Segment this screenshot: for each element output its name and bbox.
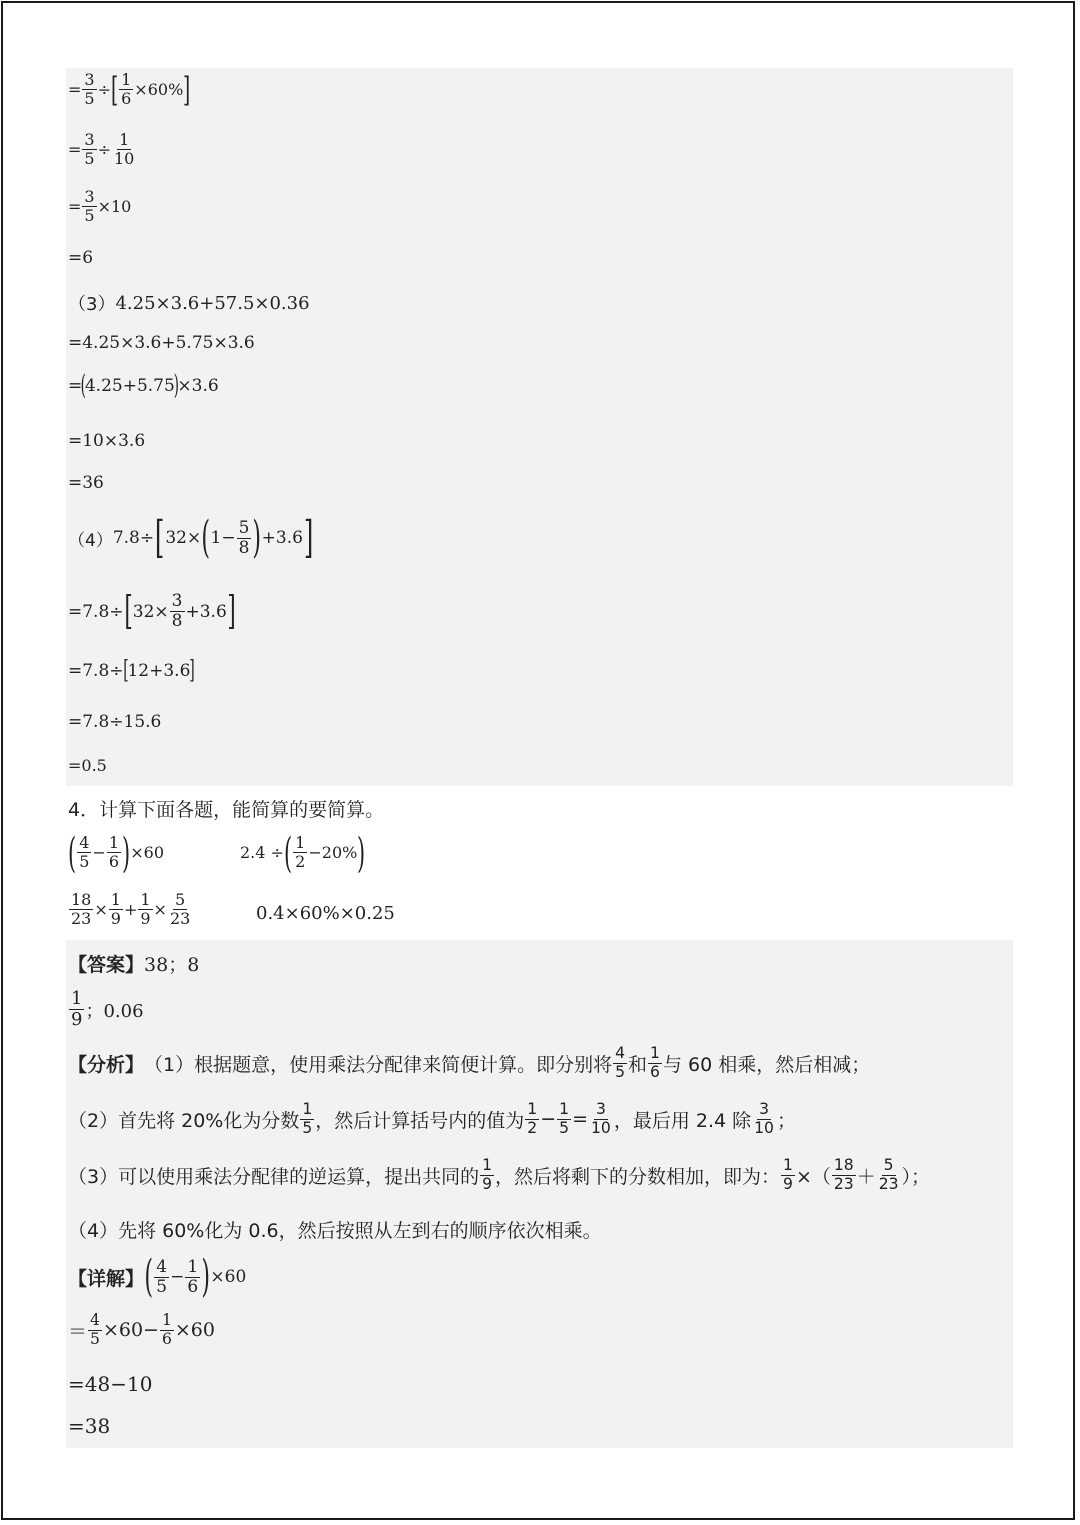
question-expr-4: 0.4×60%×0.25 bbox=[256, 903, 395, 924]
fraction: 4 5 bbox=[79, 833, 90, 872]
analysis-text: ，然后计算括号内的值为 bbox=[315, 1109, 525, 1132]
expr-text: ×60 bbox=[210, 1267, 247, 1288]
expr-text: ×60 bbox=[130, 843, 165, 863]
right-paren: ) bbox=[173, 370, 179, 401]
left-paren: ( bbox=[68, 828, 77, 877]
fraction: $\frac{1}{6}$ bbox=[187, 1256, 199, 1297]
fraction: $\frac{3}{8}$ bbox=[171, 591, 183, 632]
answer-line bbox=[68, 950, 199, 977]
part-label: （4） bbox=[68, 530, 113, 551]
op: ÷ bbox=[97, 80, 111, 99]
left-bracket: [ bbox=[154, 512, 165, 563]
expr-text: 2.4 ÷ bbox=[240, 843, 284, 863]
right-paren: ) bbox=[252, 512, 262, 563]
fraction: 1 9 bbox=[482, 1156, 493, 1193]
op: − bbox=[92, 843, 106, 863]
op: × bbox=[153, 900, 167, 919]
expr-text: 32× bbox=[165, 528, 202, 549]
question-title: 4．计算下面各题，能简算的要简算。 bbox=[68, 799, 385, 821]
fraction: $\frac{1}{6}$ bbox=[161, 1311, 172, 1348]
fraction: 1 5 bbox=[302, 1100, 313, 1137]
eq-sign: = bbox=[68, 140, 82, 159]
expr-text: 4.25×3.6+57.5×0.36 bbox=[115, 292, 310, 314]
fraction: 4 5 bbox=[615, 1044, 626, 1081]
expr-text: 4.25+5.75 bbox=[84, 375, 175, 396]
detail-step-2: =48−10 bbox=[68, 1372, 153, 1396]
eq-sign: ＝ bbox=[68, 1320, 88, 1343]
expr-text: ×60− bbox=[102, 1319, 159, 1342]
prev-step-1 bbox=[68, 69, 191, 109]
analysis-text: ； bbox=[776, 1109, 796, 1132]
fraction: $\frac{3}{5}$ bbox=[84, 70, 95, 108]
fraction: $\frac{1}{6}$ bbox=[108, 833, 120, 872]
expr-text: =7.8÷ bbox=[68, 601, 124, 622]
prev-step-2 bbox=[68, 132, 137, 167]
part3-step-3: =10×3.6 bbox=[68, 431, 146, 451]
answer-panel bbox=[66, 940, 1013, 1448]
expr-text: 1− bbox=[210, 528, 236, 549]
expr-text: 7.8÷ bbox=[112, 528, 155, 549]
right-paren: ) bbox=[357, 828, 366, 877]
right-bracket: ] bbox=[227, 589, 236, 634]
fraction: $\frac{5}{23}$ bbox=[169, 890, 191, 928]
answer-line-2 bbox=[68, 990, 144, 1029]
fraction: 18 23 bbox=[833, 1156, 854, 1193]
fraction: $\frac{1}{10}$ bbox=[114, 130, 135, 168]
detail-label: 【详解】 bbox=[68, 1267, 145, 1290]
analysis-line-4: （4）先将 60%化为 0.6，然后按照从左到右的顺序依次相乘。 bbox=[68, 1220, 602, 1242]
fraction: 1 2 bbox=[527, 1100, 538, 1137]
prev-step-4: =6 bbox=[68, 248, 94, 268]
analysis-text: ×（ bbox=[795, 1165, 831, 1188]
right-bracket: ] bbox=[189, 655, 196, 685]
prev-step-3 bbox=[68, 189, 131, 224]
analysis-text: （1）根据题意，使用乘法分配律来简便计算。即分别将 bbox=[144, 1053, 613, 1076]
part4-step-2 bbox=[68, 655, 196, 685]
fraction: $\frac{3}{5}$ bbox=[84, 130, 95, 168]
fraction: $\frac{5}{8}$ bbox=[238, 517, 250, 558]
answer-text: 38；8 bbox=[144, 954, 200, 976]
left-paren: ( bbox=[144, 1251, 153, 1302]
detail-step-3: =38 bbox=[68, 1414, 111, 1438]
expr-text: ×60 bbox=[174, 1319, 215, 1342]
right-bracket: ] bbox=[303, 512, 314, 563]
op: ＋ bbox=[856, 1165, 876, 1188]
part3-step-2 bbox=[68, 372, 219, 399]
op: × bbox=[94, 900, 108, 919]
prev-solution-panel bbox=[66, 68, 1013, 786]
fraction: $\frac{1}{9}$ bbox=[140, 890, 151, 928]
part-label: （3） bbox=[68, 294, 116, 315]
part3-step-4: =36 bbox=[68, 473, 104, 493]
analysis-line-3 bbox=[68, 1158, 930, 1192]
op: ÷ bbox=[97, 140, 111, 159]
fraction: 4 5 bbox=[156, 1256, 168, 1297]
answer-text: ；0.06 bbox=[85, 1000, 144, 1022]
eq-sign: = bbox=[68, 80, 82, 99]
fraction: $\frac{1}{5}$ bbox=[559, 1100, 570, 1137]
op: − bbox=[540, 1108, 557, 1131]
fraction: 1 6 bbox=[650, 1044, 660, 1081]
analysis-text: （2）首先将 20%化为分数 bbox=[68, 1109, 300, 1132]
op: = bbox=[572, 1108, 588, 1131]
analysis-label: 【分析】 bbox=[68, 1053, 145, 1076]
part4-step-4: =0.5 bbox=[68, 756, 107, 775]
fraction: 5 23 bbox=[878, 1156, 899, 1193]
left-bracket: [ bbox=[110, 69, 119, 109]
detail-step-1 bbox=[68, 1313, 215, 1347]
fraction: $\frac{1}{9}$ bbox=[110, 890, 121, 928]
analysis-text: ，然后将剩下的分数相加，即为： bbox=[495, 1165, 781, 1188]
part3-problem bbox=[68, 290, 310, 316]
left-paren: ( bbox=[283, 828, 293, 877]
expr-text: −20% bbox=[308, 843, 358, 863]
eq-sign: = bbox=[68, 197, 82, 216]
left-paren: ( bbox=[201, 512, 211, 563]
analysis-text: （3）可以使用乘法分配律的逆运算，提出共同的 bbox=[68, 1165, 480, 1188]
fraction: 1 9 bbox=[71, 988, 83, 1030]
left-bracket: [ bbox=[123, 589, 133, 634]
part4-step-1 bbox=[68, 589, 236, 634]
fraction: $\frac{1}{6}$ bbox=[121, 70, 132, 108]
part4-step-3: =7.8÷15.6 bbox=[68, 712, 162, 732]
analysis-line-1 bbox=[68, 1046, 870, 1080]
fraction: 3 10 bbox=[754, 1100, 774, 1137]
analysis-line-2 bbox=[68, 1102, 796, 1136]
expr-text: ×60% bbox=[134, 80, 184, 99]
expr-text: ×10 bbox=[97, 197, 132, 216]
fraction: $\frac{1}{9}$ bbox=[783, 1156, 793, 1193]
question-expr-1 bbox=[68, 828, 165, 877]
eq-sign: = bbox=[68, 375, 83, 396]
left-paren: ( bbox=[80, 370, 87, 401]
part4-problem bbox=[68, 512, 314, 563]
fraction: $\frac{4}{5}$ bbox=[90, 1311, 100, 1348]
part3-step-1: =4.25×3.6+5.75×3.6 bbox=[68, 333, 255, 353]
fraction: $\frac{3}{10}$ bbox=[590, 1100, 611, 1137]
analysis-text: ）； bbox=[901, 1165, 931, 1188]
op: + bbox=[123, 900, 138, 919]
fraction: 1 2 bbox=[295, 833, 306, 872]
expr-text: +3.6 bbox=[261, 528, 303, 549]
analysis-text: 和 bbox=[628, 1053, 648, 1076]
analysis-text: ，最后用 2.4 除 bbox=[613, 1109, 752, 1132]
expr-text: 32× bbox=[132, 601, 169, 622]
expr-text: +3.6 bbox=[185, 601, 227, 622]
question-expr-3 bbox=[68, 892, 193, 927]
left-bracket: [ bbox=[122, 655, 129, 685]
question-expr-2 bbox=[240, 828, 366, 877]
analysis-text: 与 60 相乘，然后相减； bbox=[662, 1053, 871, 1076]
detail-line-header bbox=[68, 1251, 247, 1302]
fraction: $\frac{3}{5}$ bbox=[84, 187, 95, 225]
right-paren: ) bbox=[122, 828, 131, 877]
expr-text: 12+3.6 bbox=[127, 660, 191, 681]
answer-label: 【答案】 bbox=[68, 954, 145, 976]
expr-text: =7.8÷ bbox=[68, 660, 124, 681]
right-paren: ) bbox=[201, 1251, 211, 1302]
right-bracket: ] bbox=[183, 69, 191, 109]
fraction: $\frac{18}{23}$ bbox=[71, 890, 92, 928]
expr-text: ×3.6 bbox=[177, 375, 219, 396]
op: − bbox=[170, 1267, 185, 1288]
